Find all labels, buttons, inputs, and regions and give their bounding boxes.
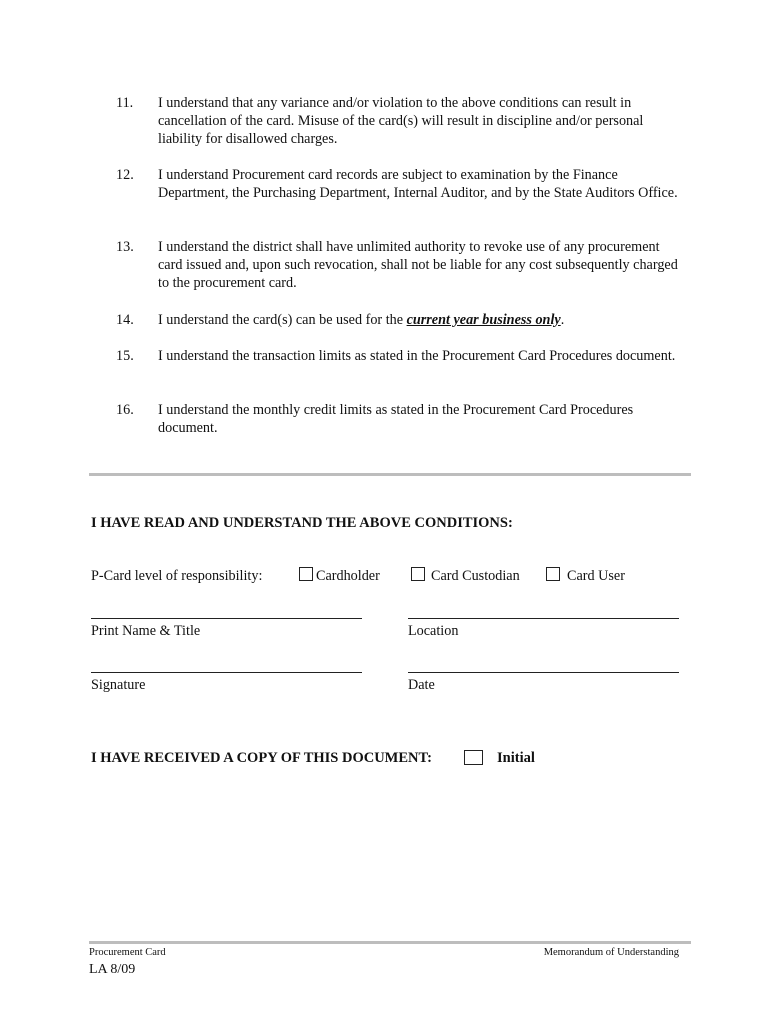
condition-number: 12. — [116, 167, 134, 183]
condition-text: I understand the monthly credit limits as stated in the Procurement Card Procedures document. — [158, 402, 634, 436]
signature-label: Signature — [91, 677, 146, 693]
condition-text: I understand the transaction limits as stated in the Procurement Card Procedures document. — [158, 348, 676, 364]
condition-number: 14. — [116, 312, 134, 328]
level-label: P-Card level of responsibility: — [91, 568, 263, 584]
condition-number: 16. — [116, 402, 134, 418]
date-label: Date — [408, 677, 435, 693]
initial-label: Initial — [497, 750, 535, 766]
cardholder-label: Cardholder — [316, 568, 380, 584]
condition-emphasis: current year business only — [406, 312, 561, 328]
condition-text: I understand Procurement card records are subject to examination by the Finance Department, the Purchasing Department, Internal Auditor, and by the State Auditors Office. — [158, 167, 678, 201]
footer-right: Memorandum of Understanding — [543, 947, 679, 958]
condition-text: I understand the district shall have unlimited authority to revoke use of any procurement card issued and, upon such revocation, shall not be liable for any cost subsequently charged to the procurement card. — [158, 239, 678, 291]
condition-text-before: I understand the card(s) can be used for the — [158, 312, 407, 328]
section-divider — [89, 473, 691, 476]
cardholder-checkbox[interactable] — [299, 567, 313, 581]
condition-number: 13. — [116, 239, 134, 255]
card-user-checkbox[interactable] — [546, 567, 560, 581]
card-user-label: Card User — [567, 568, 625, 584]
footer-left: Procurement Card — [89, 947, 166, 958]
location-label: Location — [408, 623, 459, 639]
card-custodian-label: Card Custodian — [431, 568, 520, 584]
signature-line[interactable] — [91, 672, 362, 673]
condition-number: 11. — [116, 95, 134, 111]
condition-text: I understand that any variance and/or violation to the above conditions can result in cancellation of the card. Misuse of the card(s) will result in discipline and/or personal liability for disallowed charges. — [158, 95, 644, 147]
acknowledgement-heading: I HAVE READ AND UNDERSTAND THE ABOVE CONDITIONS: — [91, 515, 513, 531]
date-line[interactable] — [408, 672, 679, 673]
location-line[interactable] — [408, 618, 679, 619]
condition-text-after: . — [560, 312, 565, 328]
footer-divider — [89, 941, 691, 944]
receipt-heading: I HAVE RECEIVED A COPY OF THIS DOCUMENT: — [91, 750, 432, 766]
condition-text — [158, 311, 680, 329]
card-custodian-checkbox[interactable] — [411, 567, 425, 581]
condition-number: 15. — [116, 348, 134, 364]
footer-code: LA 8/09 — [89, 962, 136, 977]
print-name-line[interactable] — [91, 618, 362, 619]
print-name-label: Print Name & Title — [91, 623, 201, 639]
initial-checkbox[interactable] — [464, 750, 483, 765]
